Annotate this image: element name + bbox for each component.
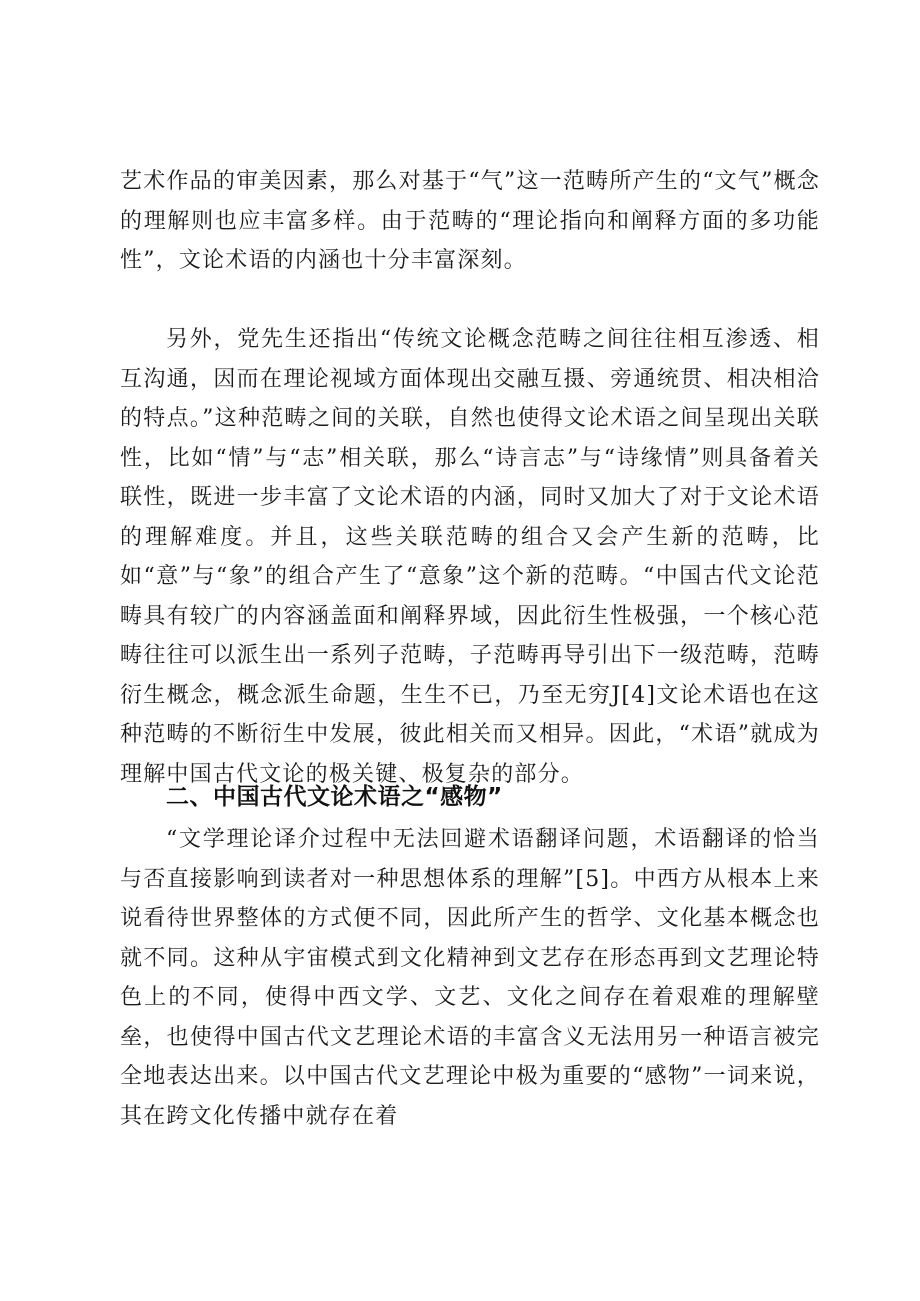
body-paragraph: 艺术作品的审美因素，那么对基于“气”这一范畴所产生的“文气”概念的理解则也应丰富多样。由于范畴的“理论指向和阐释方面的多功能性”，文论术语的内涵也十分丰富深刻。 [120,169,820,273]
paragraph-continuation-block [120,162,820,281]
section-heading: 二、中国古代文论术语之“感物” [166,784,503,810]
paragraph-block [120,320,820,794]
paragraph-block [120,820,820,1136]
body-paragraph: “文学理论译介过程中无法回避术语翻译问题，术语翻译的恰当与否直接影响到读者对一种思想体系的理解”[5]。中西方从根本上来说看待世界整体的方式便不同，因此所产生的哲学、文化基本概念也就不同。这种从宇宙模式到文化精神到文艺存在形态再到文艺理论特色上的不同，使得中西文学、文艺、文化之间存在着艰难的理解壁垒，也使得中国古代文艺理论术语的丰富含义无法用另一种语言被完全地表达出来。以中国古代文艺理论中极为重要的“感物”一词来说，其在跨文化传播中就存在着 [120,827,820,1129]
body-paragraph: 另外，党先生还指出“传统文论概念范畴之间往往相互渗透、相互沟通，因而在理论视域方面体现出交融互摄、旁通统贯、相决相洽的特点。”这种范畴之间的关联，自然也使得文论术语之间呈现出关联性，比如“情”与“志”相关联，那么“诗言志”与“诗缘情”则具备着关联性，既进一步丰富了文论术语的内涵，同时又加大了对于文论术语的理解难度。并且，这些关联范畴的组合又会产生新的范畴，比如“意”与“象”的组合产生了“意象”这个新的范畴。“中国古代文论范畴具有较广的内容涵盖面和阐释界域，因此衍生性极强，一个核心范畴往往可以派生出一系列子范畴，子范畴再导引出下一级范畴，范畴衍生概念，概念派生命题，生生不已，乃至无穷J[4]文论术语也在这种范畴的不断衍生中发展，彼此相关而又相异。因此，“术语”就成为理解中国古代文论的极关键、极复杂的部分。 [120,327,820,787]
